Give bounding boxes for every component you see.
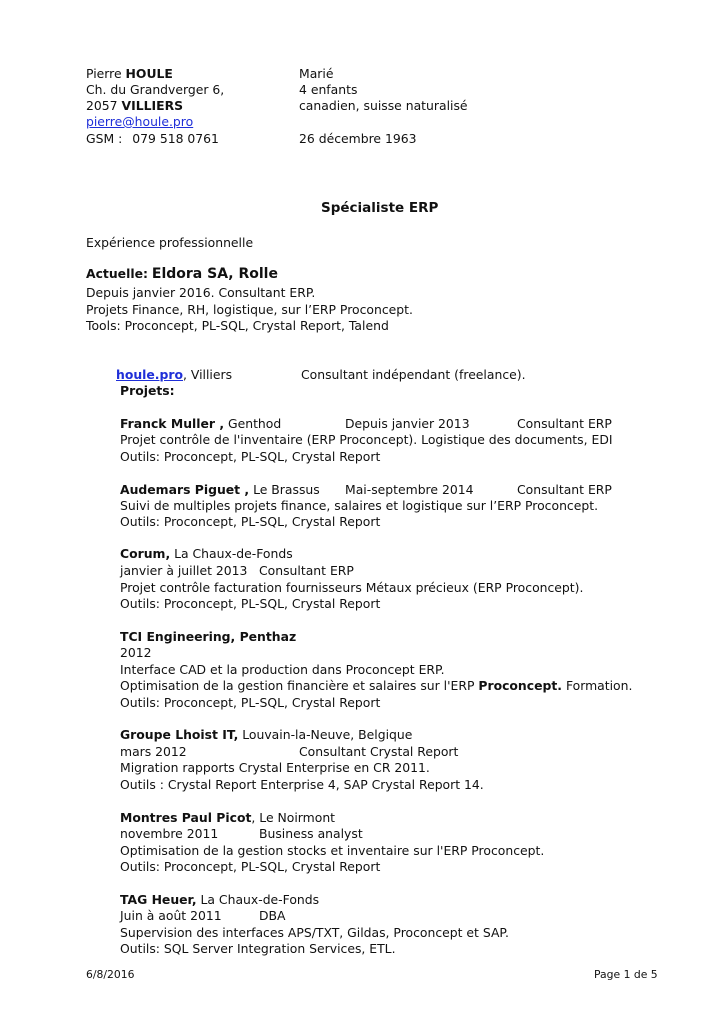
street: Ch. du Grandverger 6, bbox=[86, 82, 225, 97]
postcode: 2057 bbox=[86, 98, 118, 113]
freelance-role: Consultant indépendant (freelance). bbox=[301, 367, 526, 382]
phone-number: 079 518 0761 bbox=[132, 131, 219, 146]
phone-line bbox=[86, 131, 219, 147]
children: 4 enfants bbox=[299, 82, 358, 97]
project-date: mars 2012 bbox=[120, 744, 187, 759]
project-role: Consultant ERP bbox=[517, 416, 612, 431]
project-tools: Outils: Proconcept, PL-SQL, Crystal Report bbox=[120, 514, 381, 529]
project-company: Groupe Lhoist IT, Louvain-la-Neuve, Belgique bbox=[120, 727, 413, 742]
project-description: Optimisation de la gestion stocks et inventaire sur l'ERP Proconcept. bbox=[120, 843, 545, 858]
current-label: Actuelle: bbox=[86, 266, 148, 281]
freelance-heading bbox=[116, 367, 232, 383]
city: VILLIERS bbox=[121, 98, 184, 113]
project-description: Projet contrôle de l'inventaire (ERP Proconcept). Logistique des documents, EDI bbox=[120, 432, 613, 447]
first-name: Pierre bbox=[86, 66, 122, 81]
project-description: Optimisation de la gestion financière et salaires sur l'ERP Proconcept. Formation. bbox=[120, 678, 633, 693]
project-company: Montres Paul Picot, Le Noirmont bbox=[120, 810, 336, 825]
project-company: TCI Engineering, Penthaz bbox=[120, 629, 297, 644]
last-name: HOULE bbox=[125, 66, 173, 81]
project-description: Projet contrôle facturation fournisseurs Métaux précieux (ERP Proconcept). bbox=[120, 580, 584, 595]
project-description: Interface CAD et la production dans Proconcept ERP. bbox=[120, 662, 445, 677]
project-role: Business analyst bbox=[259, 826, 363, 841]
project-date: novembre 2011 bbox=[120, 826, 219, 841]
name-line bbox=[86, 66, 173, 82]
city-line bbox=[86, 98, 183, 114]
freelance-location: , Villiers bbox=[183, 367, 233, 382]
project-tools: Outils: Proconcept, PL-SQL, Crystal Report bbox=[120, 695, 381, 710]
project-company: Audemars Piguet , Le Brassus bbox=[120, 482, 320, 497]
project-role: DBA bbox=[259, 908, 286, 923]
project-description: Migration rapports Crystal Enterprise en CR 2011. bbox=[120, 760, 430, 775]
email-link[interactable]: pierre@houle.pro bbox=[86, 114, 194, 129]
current-line: Depuis janvier 2016. Consultant ERP. bbox=[86, 285, 316, 300]
project-role: Consultant ERP bbox=[259, 563, 354, 578]
nationality: canadien, suisse naturalisé bbox=[299, 98, 468, 113]
project-date: Juin à août 2011 bbox=[120, 908, 222, 923]
project-description: Supervision des interfaces APS/TXT, Gildas, Proconcept et SAP. bbox=[120, 925, 509, 940]
current-line: Projets Finance, RH, logistique, sur l’ERP Proconcept. bbox=[86, 302, 413, 317]
marital-status: Marié bbox=[299, 66, 334, 81]
project-date: Depuis janvier 2013 bbox=[345, 416, 470, 431]
project-company: TAG Heuer, La Chaux-de-Fonds bbox=[120, 892, 320, 907]
freelance-site-link[interactable]: houle.pro bbox=[116, 367, 184, 382]
document-title: Spécialiste ERP bbox=[321, 200, 439, 216]
current-line: Tools: Proconcept, PL-SQL, Crystal Report, Talend bbox=[86, 318, 389, 333]
phone-label: GSM : bbox=[86, 131, 123, 146]
project-date: janvier à juillet 2013 bbox=[120, 563, 248, 578]
project-tools: Outils: Proconcept, PL-SQL, Crystal Report bbox=[120, 859, 381, 874]
projects-label: Projets: bbox=[120, 383, 175, 398]
project-tools: Outils: Proconcept, PL-SQL, Crystal Report bbox=[120, 449, 381, 464]
project-company: Franck Muller , Genthod bbox=[120, 416, 282, 431]
project-tools: Outils: SQL Server Integration Services, ETL. bbox=[120, 941, 396, 956]
project-role: Consultant Crystal Report bbox=[299, 744, 459, 759]
project-date: Mai-septembre 2014 bbox=[345, 482, 474, 497]
project-tools: Outils : Crystal Report Enterprise 4, SAP Crystal Report 14. bbox=[120, 777, 484, 792]
section-title: Expérience professionnelle bbox=[86, 235, 254, 250]
project-date: 2012 bbox=[120, 645, 152, 660]
project-role: Consultant ERP bbox=[517, 482, 612, 497]
footer-page-number: Page 1 de 5 bbox=[594, 968, 658, 981]
birthdate: 26 décembre 1963 bbox=[299, 131, 417, 146]
current-company: Eldora SA, Rolle bbox=[151, 266, 278, 282]
footer-date: 6/8/2016 bbox=[86, 968, 135, 981]
project-description: Suivi de multiples projets finance, salaires et logistique sur l’ERP Proconcept. bbox=[120, 498, 599, 513]
project-tools: Outils: Proconcept, PL-SQL, Crystal Report bbox=[120, 596, 381, 611]
project-company: Corum, La Chaux-de-Fonds bbox=[120, 546, 293, 561]
current-position-heading bbox=[86, 266, 278, 282]
